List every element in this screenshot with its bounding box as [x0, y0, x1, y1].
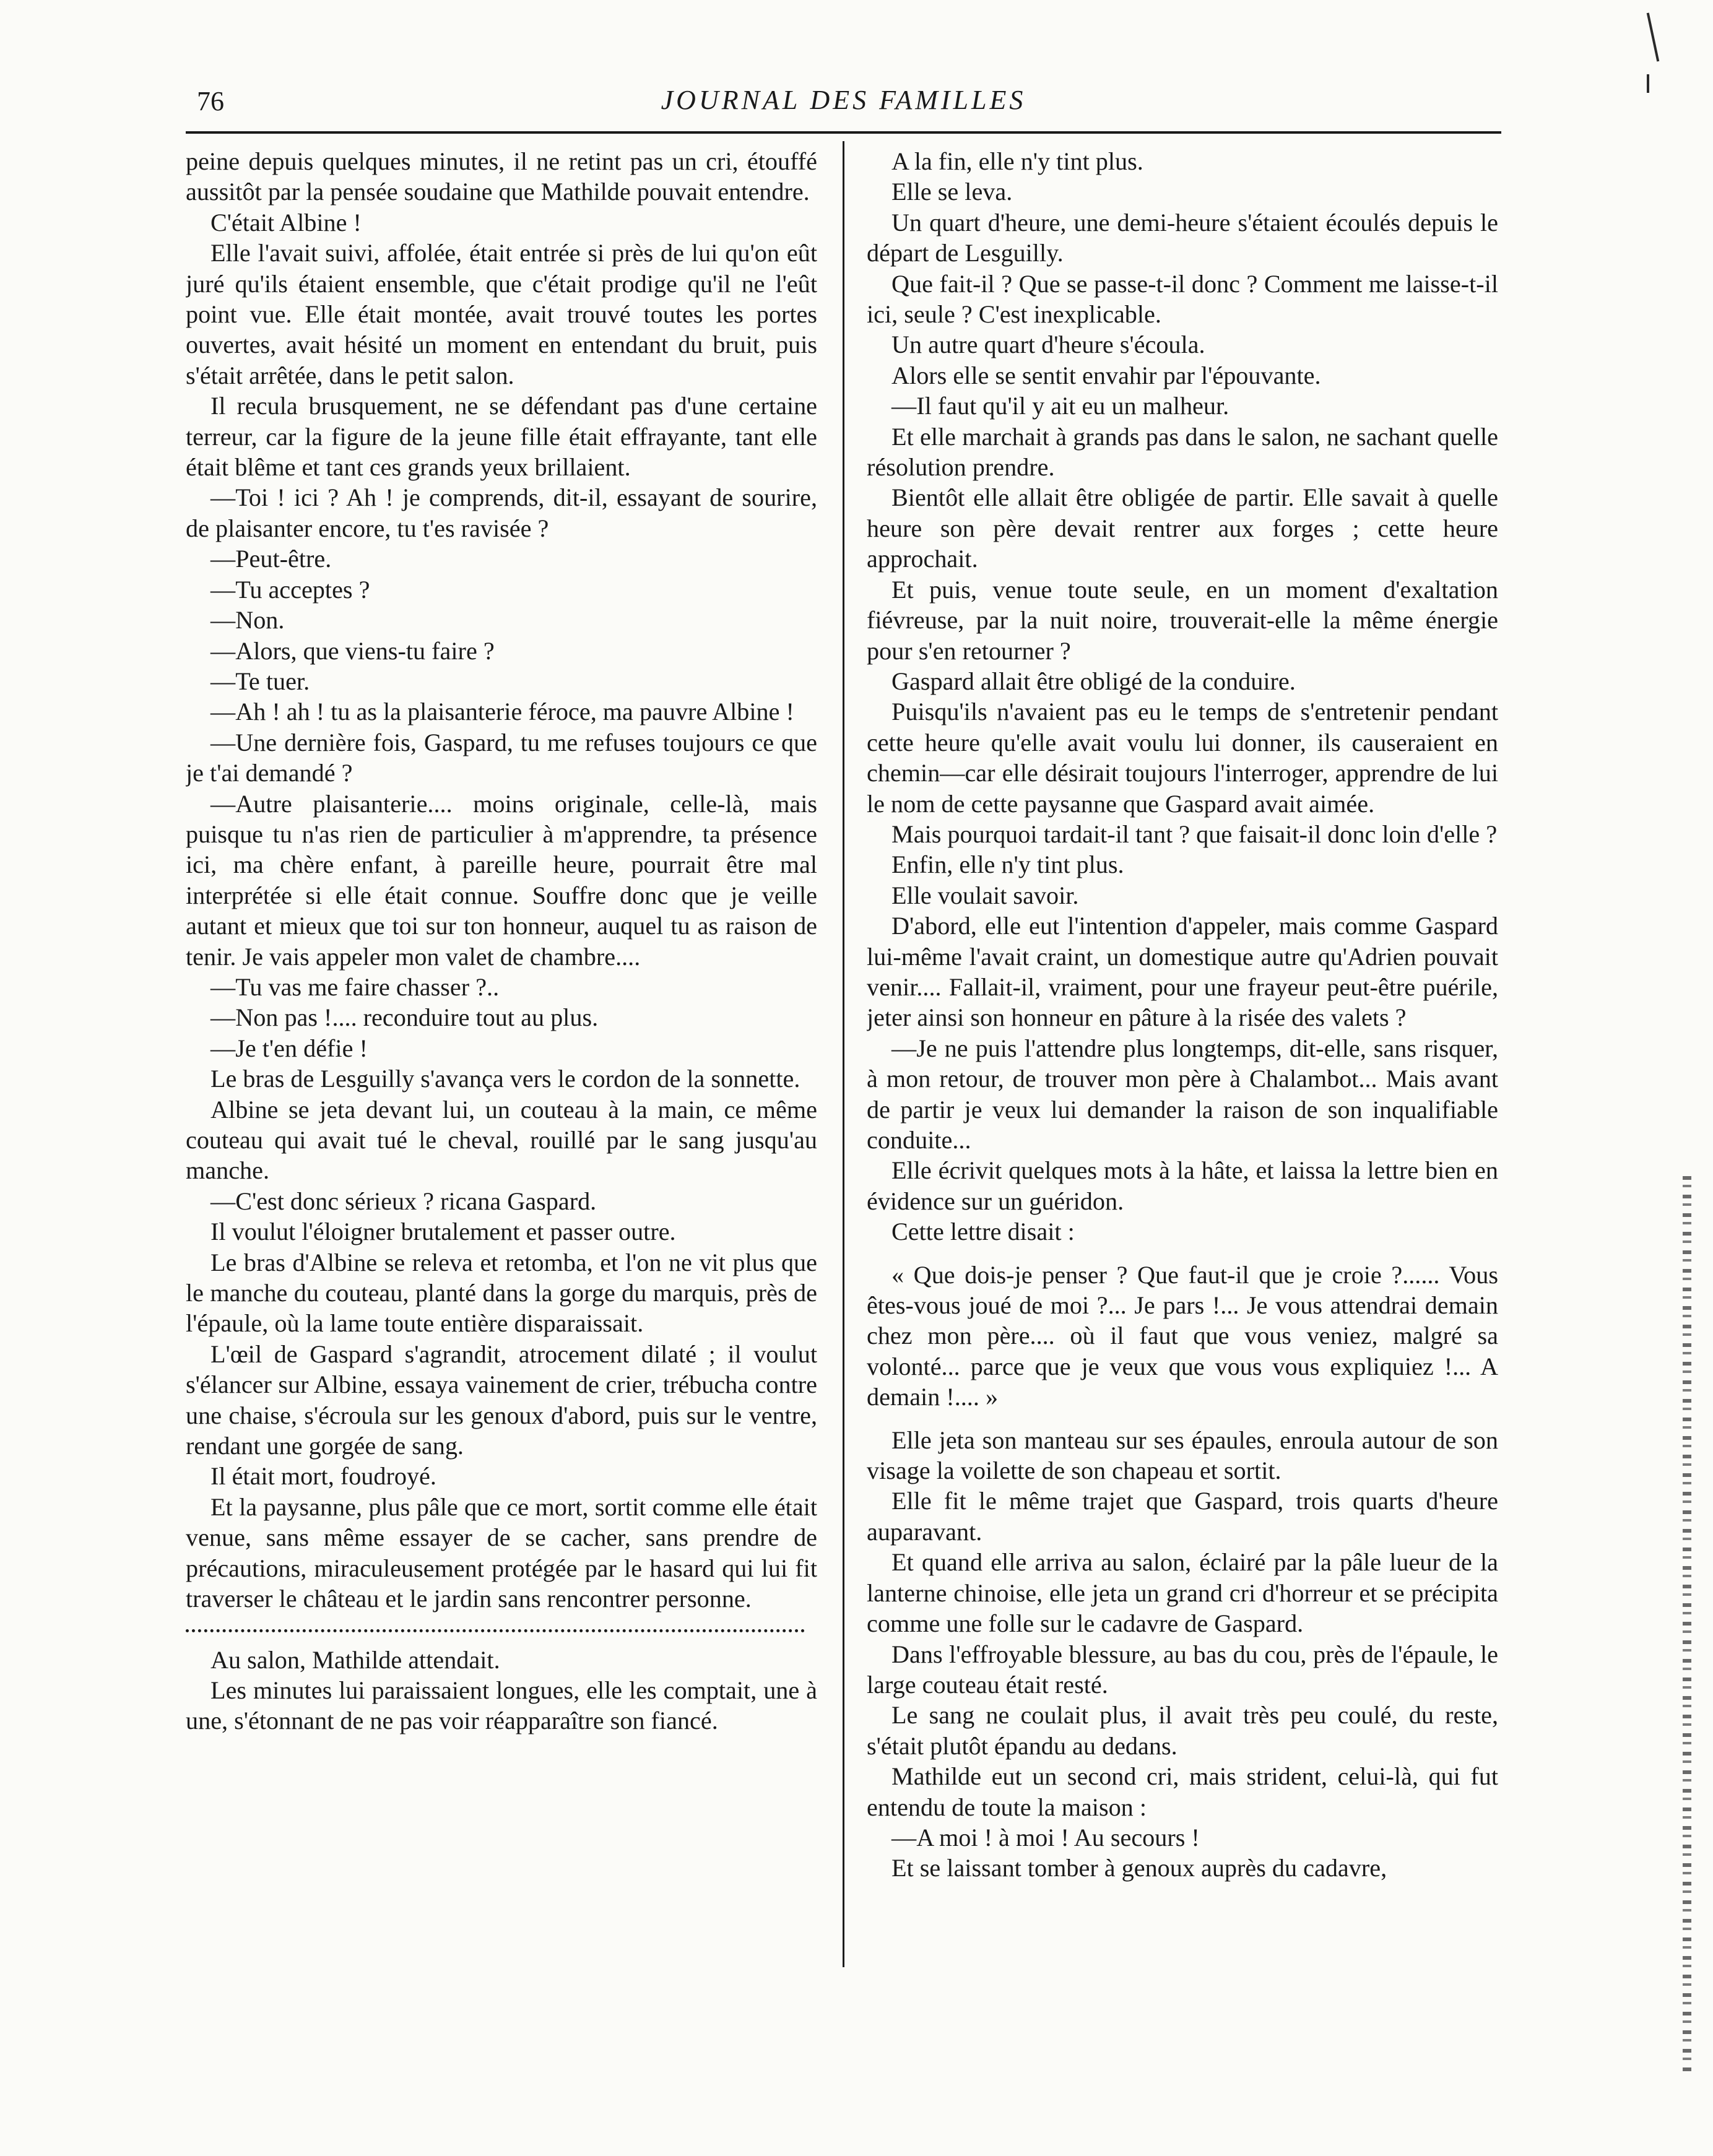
paragraph: —C'est donc sérieux ? ricana Gaspard.	[210, 1187, 597, 1215]
paragraph: C'était Albine !	[210, 208, 362, 236]
paragraph: peine depuis quelques minutes, il ne retint pas un cri, étouffé aussitôt par la pensée soudaine que Mathilde pouvait entendre.	[186, 147, 817, 206]
paragraph: Elle voulait savoir.	[891, 881, 1079, 909]
right-column	[867, 146, 1498, 1884]
paragraph: Elle se leva.	[891, 178, 1013, 206]
paragraph: —Une dernière fois, Gaspard, tu me refuses toujours ce que je t'ai demandé ?	[186, 728, 817, 787]
paragraph: Il voulut l'éloigner brutalement et passer outre.	[210, 1218, 676, 1246]
paragraph: Les minutes lui paraissaient longues, elle les comptait, une à une, s'étonnant de ne pas voir réapparaître son fiancé.	[186, 1676, 817, 1735]
paragraph: Mathilde eut un second cri, mais strident, celui-là, qui fut entendu de toute la maison :	[867, 1762, 1498, 1821]
paragraph: Dans l'effroyable blessure, au bas du cou, près de l'épaule, le large couteau était resté.	[867, 1640, 1498, 1699]
paragraph: Que fait-il ? Que se passe-t-il donc ? Comment me laisse-t-il ici, seule ? C'est inexplicable.	[867, 269, 1498, 329]
paragraph: Et puis, venue toute seule, en un moment d'exaltation fiévreuse, par la nuit noire, trouverait-elle la même énergie pour s'en retourner ?	[867, 575, 1498, 665]
header-rule	[186, 131, 1501, 134]
paragraph: Mais pourquoi tardait-il tant ? que faisait-il donc loin d'elle ?	[891, 820, 1498, 848]
scan-margin-mark	[1647, 74, 1649, 93]
paragraph: Gaspard allait être obligé de la conduire.	[891, 667, 1296, 695]
paragraph: —Tu vas me faire chasser ?..	[210, 972, 500, 1001]
paragraph: Elle l'avait suivi, affolée, était entrée si près de lui qu'on eût juré qu'ils étaient ensemble, que c'était prodige qu'il ne l'eût point vue. Elle était montée, avait trouvé toutes les portes ouvertes, avait hésité un moment en entendant du bruit, puis s'était arrêtée, dans le petit salon.	[186, 239, 817, 389]
scan-edge-artifact	[1683, 1176, 1691, 2074]
paragraph: Enfin, elle n'y tint plus.	[891, 851, 1124, 879]
paragraph: —Autre plaisanterie.... moins originale, celle-là, mais puisque tu n'as rien de particulier à m'apprendre, ta présence ici, ma chère enfant, à pareille heure, pourrait être mal interprétée si elle était connue. Souffre donc que je veille autant et mieux que toi sur ton honneur, auquel tu as raison de tenir. Je vais appeler mon valet de chambre....	[186, 789, 817, 971]
paragraph: —Alors, que viens-tu faire ?	[210, 636, 495, 665]
section-break-rule	[186, 1629, 805, 1632]
paragraph: Il recula brusquement, ne se défendant pas d'une certaine terreur, car la figure de la jeune fille était effrayante, tant elle était blême et tant ces grands yeux brillaient.	[186, 392, 817, 482]
paragraph: —Non.	[210, 606, 285, 634]
paragraph: Elle fit le même trajet que Gaspard, trois quarts d'heure auparavant.	[867, 1487, 1498, 1546]
paragraph: Au salon, Mathilde attendait.	[210, 1645, 500, 1674]
paragraph: Elle jeta son manteau sur ses épaules, enroula autour de son visage la voilette de son chapeau et sortit.	[867, 1426, 1498, 1485]
paragraph: Et se laissant tomber à genoux auprès du cadavre,	[891, 1854, 1387, 1882]
paragraph: —Peut-être.	[210, 545, 332, 573]
scan-margin-mark	[1647, 12, 1660, 61]
paragraph: Le bras de Lesguilly s'avança vers le cordon de la sonnette.	[210, 1065, 800, 1093]
paragraph: Alors elle se sentit envahir par l'épouvante.	[891, 361, 1321, 389]
paragraph: —Non pas !.... reconduire tout au plus.	[210, 1003, 599, 1032]
paragraph: Et elle marchait à grands pas dans le salon, ne sachant quelle résolution prendre.	[867, 422, 1498, 482]
page-number: 76	[197, 86, 224, 116]
paragraph: Puisqu'ils n'avaient pas eu le temps de s'entretenir pendant cette heure qu'elle avait voulu lui donner, ils causeraient en chemin—car elle désirait toujours l'interroger, apprendre de lui le nom de cette paysanne que Gaspard avait aimée.	[867, 698, 1498, 818]
paragraph: —Je ne puis l'attendre plus longtemps, dit-elle, sans risquer, à mon retour, de trouver mon père à Chalambot... Mais avant de partir je veux lui demander la raison de son inqualifiable conduite...	[867, 1034, 1498, 1154]
paragraph: —Tu acceptes ?	[210, 575, 370, 604]
quoted-letter: « Que dois-je penser ? Que faut-il que je croie ?...... Vous êtes-vous joué de moi ?... Je pars !... Je vous attendrai demain chez mon père.... où il faut que vous veniez, malgré sa volonté... parce que je veux que vous vous expliquiez !... A demain !.... »	[867, 1260, 1498, 1411]
paragraph: A la fin, elle n'y tint plus.	[891, 147, 1143, 175]
paragraph: D'abord, elle eut l'intention d'appeler, mais comme Gaspard lui-même l'avait craint, un domestique autre qu'Adrien pouvait venir.... Fallait-il, vraiment, pour une frayeur peut-être puérile, jeter ainsi son honneur en pâture à la risée des valets ?	[867, 912, 1498, 1032]
paragraph: —A moi ! à moi ! Au secours !	[891, 1823, 1200, 1851]
paragraph: Cette lettre disait :	[891, 1218, 1075, 1246]
paragraph: Il était mort, foudroyé.	[210, 1462, 436, 1491]
paragraph: Et quand elle arriva au salon, éclairé par la pâle lueur de la lanterne chinoise, elle jeta un grand cri d'horreur et se précipita comme une folle sur le cadavre de Gaspard.	[867, 1548, 1498, 1638]
paragraph: —Te tuer.	[210, 667, 310, 695]
left-column	[186, 146, 817, 1736]
paragraph: Un autre quart d'heure s'écoula.	[891, 331, 1205, 359]
paragraph: —Je t'en défie !	[210, 1034, 368, 1062]
column-divider	[843, 141, 844, 1967]
paragraph: Bientôt elle allait être obligée de partir. Elle savait à quelle heure son père devait rentrer aux forges ; cette heure approchait.	[867, 483, 1498, 573]
paragraph: Un quart d'heure, une demi-heure s'étaient écoulés depuis le départ de Lesguilly.	[867, 208, 1498, 267]
paragraph: L'œil de Gaspard s'agrandit, atrocement dilaté ; il voulut s'élancer sur Albine, essaya vainement de crier, trébucha contre une chaise, s'écroula sur les genoux d'abord, puis sur le ventre, rendant une gorgée de sang.	[186, 1340, 817, 1460]
running-title: JOURNAL DES FAMILLES	[661, 85, 1026, 115]
paragraph: —Il faut qu'il y ait eu un malheur.	[891, 392, 1229, 420]
paragraph: Et la paysanne, plus pâle que ce mort, sortit comme elle était venue, sans même essayer de se cacher, sans prendre de précautions, miraculeusement protégée par le hasard qui lui fit traverser le château et le jardin sans rencontrer personne.	[186, 1492, 817, 1613]
paragraph: Le sang ne coulait plus, il avait très peu coulé, du reste, s'était plutôt épandu au dedans.	[867, 1701, 1498, 1760]
paragraph: Albine se jeta devant lui, un couteau à la main, ce même couteau qui avait tué le cheval, rouillé par le sang jusqu'au manche.	[186, 1095, 817, 1185]
paragraph: Elle écrivit quelques mots à la hâte, et laissa la lettre bien en évidence sur un guéridon.	[867, 1156, 1498, 1215]
page-header	[186, 79, 1501, 129]
paragraph: Le bras d'Albine se releva et retomba, et l'on ne vit plus que le manche du couteau, planté dans la gorge du marquis, près de l'épaule, où la lame toute entière disparaissait.	[186, 1248, 817, 1338]
paragraph: —Toi ! ici ? Ah ! je comprends, dit-il, essayant de sourire, de plaisanter encore, tu t'es ravisée ?	[186, 483, 817, 542]
paragraph: —Ah ! ah ! tu as la plaisanterie féroce, ma pauvre Albine !	[210, 698, 794, 726]
